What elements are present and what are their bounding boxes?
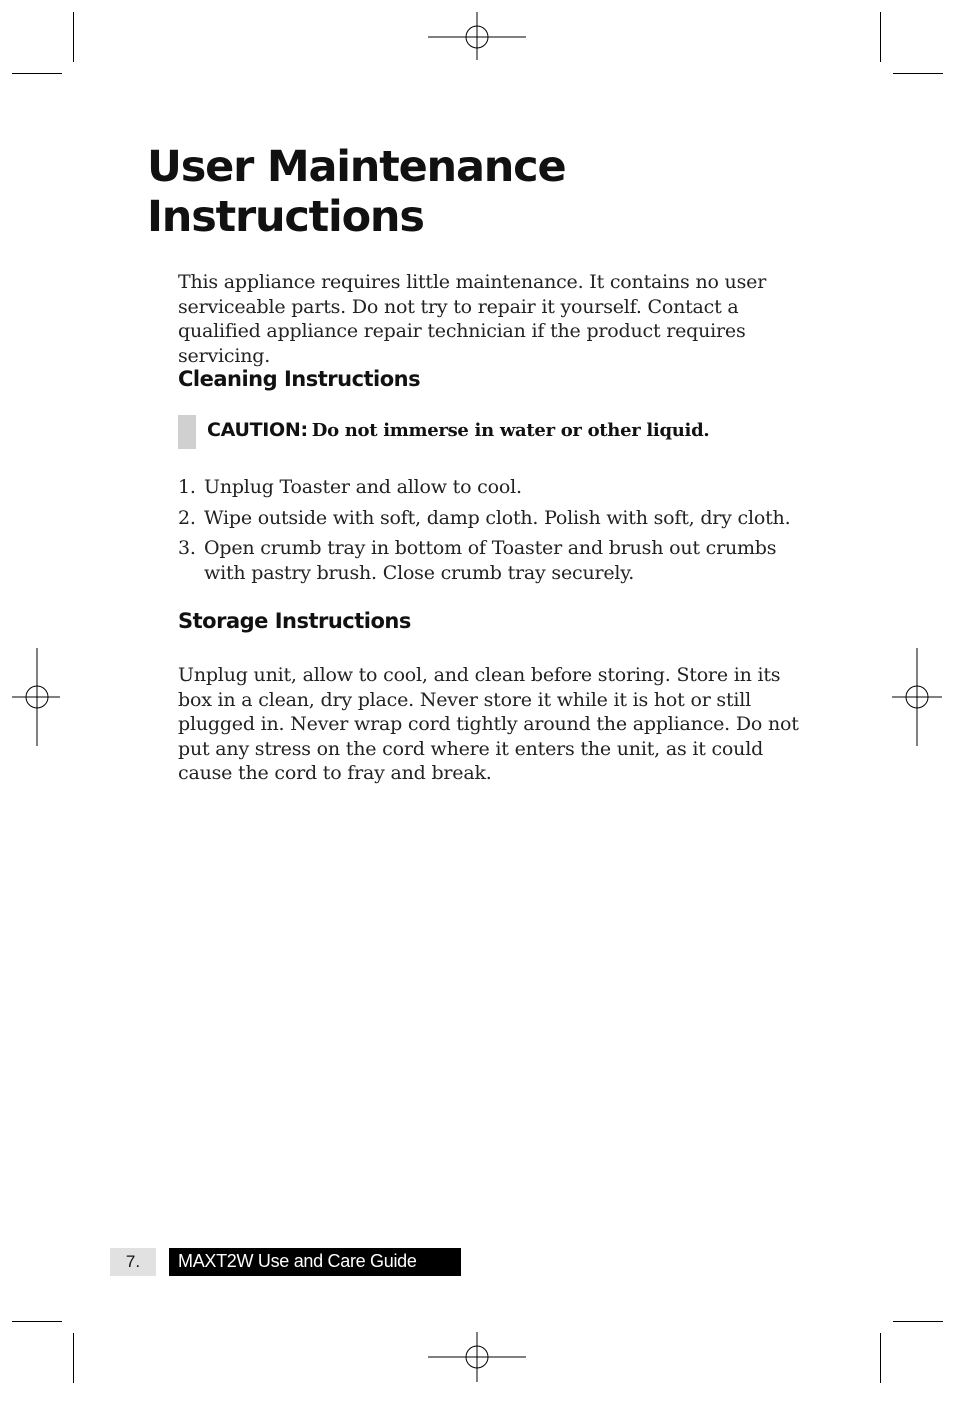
registration-mark-bottom — [428, 1308, 526, 1406]
cleaning-steps — [178, 475, 818, 591]
list-item — [178, 475, 818, 500]
step-number: 1. — [178, 476, 196, 498]
crop-mark — [12, 73, 62, 74]
page-number: 7. — [110, 1248, 156, 1276]
crop-mark — [73, 12, 74, 62]
registration-mark-left — [0, 648, 86, 746]
registration-mark-top — [428, 0, 526, 86]
cleaning-heading: Cleaning Instructions — [178, 367, 421, 391]
crop-mark — [893, 73, 943, 74]
caution-message: Do not immerse in water or other liquid. — [311, 420, 710, 441]
page-title-line-2: Instructions — [147, 192, 424, 242]
intro-paragraph: This appliance requires little maintenance. It contains no user serviceable parts. Do not try to repair it yourself. Contact a qualified appliance repair technician if the product requires servicing. — [178, 271, 767, 367]
caution-bar — [178, 415, 196, 449]
caution-label: CAUTION: — [207, 419, 308, 441]
crop-mark — [12, 1321, 62, 1322]
storage-paragraph: Unplug unit, allow to cool, and clean before storing. Store in its box in a clean, dry place. Never store it while it is hot or still plugged in. Never wrap cord tightly around the appliance. Do not put any stress on the cord where it enters the unit, as it could cause the cord to fray and break. — [178, 664, 799, 784]
step-text: Open crumb tray in bottom of Toaster and brush out crumbs with pastry brush. Close crumb tray securely. — [204, 537, 777, 584]
page-title-line-1: User Maintenance — [147, 142, 566, 192]
crop-mark — [893, 1321, 943, 1322]
crop-mark — [73, 1333, 74, 1383]
step-text: Unplug Toaster and allow to cool. — [204, 476, 522, 498]
step-number: 2. — [178, 506, 196, 529]
storage-heading: Storage Instructions — [178, 609, 411, 633]
registration-mark-right — [868, 648, 954, 746]
caution-notice — [207, 419, 709, 441]
step-text: Wipe outside with soft, damp cloth. Polish with soft, dry cloth. — [204, 506, 791, 529]
crop-mark — [880, 12, 881, 62]
list-item — [178, 506, 818, 531]
guide-title: MAXT2W Use and Care Guide — [169, 1248, 461, 1276]
crop-mark — [880, 1333, 881, 1383]
step-number: 3. — [178, 537, 196, 559]
list-item — [178, 536, 818, 585]
page-title — [147, 142, 747, 242]
